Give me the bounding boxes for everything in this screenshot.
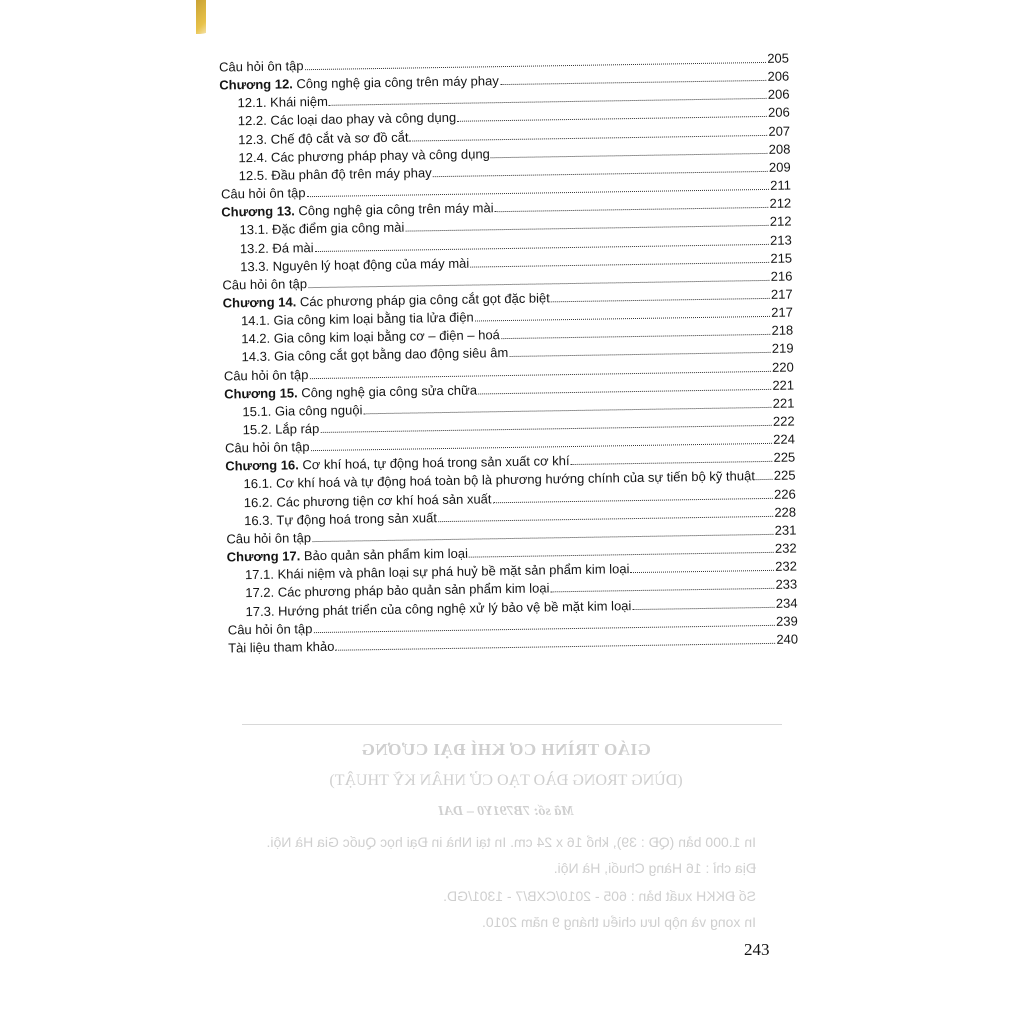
toc-page-number: 228 bbox=[774, 504, 797, 520]
toc-page-number: 213 bbox=[769, 232, 792, 248]
toc-page-number: 212 bbox=[769, 195, 792, 212]
toc-chapter-number: Chương 16. bbox=[225, 457, 299, 474]
toc-chapter-number: Chương 14. bbox=[222, 294, 297, 311]
toc-page-number: 218 bbox=[771, 322, 794, 339]
toc-entry-title: Bảo quản sản phẩm kim loại bbox=[300, 545, 469, 564]
toc-entry-title: Câu hỏi ôn tập bbox=[222, 275, 308, 293]
toc-entry-title: 14.1. Gia công kim loại bằng tia lửa điện bbox=[240, 309, 474, 329]
toc-page-number: 215 bbox=[770, 250, 793, 266]
toc-entry-title: Tài liệu tham khảo bbox=[228, 638, 335, 656]
colophon-subtitle: (DÙNG TRONG ĐÀO TẠO CỬ NHÂN KỸ THUẬT) bbox=[329, 772, 683, 789]
toc-entry-title: 13.3. Nguyên lý hoạt động của máy mài bbox=[240, 255, 470, 274]
toc-entry-title: Câu hỏi ôn tập bbox=[220, 185, 306, 202]
toc-entry-title: 12.1. Khái niệm bbox=[237, 94, 329, 111]
toc-page-number: 206 bbox=[767, 68, 790, 85]
colophon-line: In xong và nộp lưu chiểu tháng 9 năm 2010. bbox=[481, 914, 756, 930]
table-of-contents bbox=[206, 0, 817, 685]
toc-page-number: 234 bbox=[775, 594, 798, 611]
toc-entry-title: 17.2. Các phương pháp bảo quản sản phẩm kim loại bbox=[245, 580, 550, 601]
toc-entry-title: Câu hỏi ôn tập bbox=[224, 439, 310, 456]
toc-entry-title: 17.1. Khái niệm và phân loại sự phá huỷ bề mặt sản phẩm kim loại bbox=[244, 561, 630, 583]
toc-entry-title: Câu hỏi ôn tập bbox=[226, 530, 312, 547]
toc-entry-title: Câu hỏi ôn tập bbox=[218, 58, 304, 75]
toc-entry-title: 12.5. Đầu phân độ trên máy phay bbox=[238, 165, 432, 184]
toc-page-number: 231 bbox=[774, 522, 797, 538]
toc-entry-title: 13.2. Đá mài bbox=[239, 239, 314, 256]
toc-entry-title: Câu hỏi ôn tập bbox=[223, 366, 309, 384]
toc-page-number: 209 bbox=[768, 159, 791, 175]
toc-entry-label bbox=[228, 639, 334, 656]
toc-page-number: 211 bbox=[770, 177, 792, 193]
toc-page-number: 225 bbox=[773, 449, 796, 466]
toc-entry-title: 12.4. Các phương pháp phay và công dụng bbox=[238, 146, 490, 165]
toc-page-number: 222 bbox=[772, 413, 795, 429]
toc-page-number: 221 bbox=[772, 395, 795, 411]
toc-entry-title: 16.2. Các phương tiện cơ khí hoá sản xuất bbox=[243, 490, 492, 510]
toc-page-number: 224 bbox=[773, 431, 796, 447]
toc-entry-title: 16.3. Tự động hoá trong sản xuất bbox=[244, 509, 438, 528]
toc-entry-title: Câu hỏi ôn tập bbox=[227, 620, 313, 638]
toc-leader-dots bbox=[335, 643, 775, 651]
toc-entry-title: 12.2. Các loại dao phay và công dụng bbox=[237, 110, 457, 129]
colophon-code: Mã số: 7B791Y0 – DAI bbox=[438, 804, 574, 819]
colophon-line: In 1.000 bản (QĐ : 39), khổ 16 x 24 cm. In tại Nhà in Đại học Quốc Gia Hà Nội. bbox=[266, 834, 756, 850]
toc-chapter-number: Chương 15. bbox=[224, 385, 298, 402]
toc-entry-title: 15.1. Gia công nguội bbox=[242, 402, 363, 420]
colophon-title: GIÁO TRÌNH CƠ KHÍ ĐẠI CƯƠNG bbox=[361, 740, 651, 759]
toc-page-number: 239 bbox=[775, 613, 798, 629]
toc-page-number: 205 bbox=[767, 50, 790, 66]
colophon-divider bbox=[242, 724, 782, 725]
toc-entry-title: Công nghệ gia công sửa chữa bbox=[297, 382, 478, 401]
toc-entry-title: 15.2. Lắp ráp bbox=[242, 420, 320, 438]
toc-entry-title: Công nghệ gia công trên máy mài bbox=[294, 200, 494, 219]
toc-page-number: 225 bbox=[773, 467, 796, 484]
toc-chapter-number: Chương 12. bbox=[219, 76, 293, 93]
toc-page-number: 217 bbox=[770, 286, 793, 302]
toc-page-number: 219 bbox=[771, 340, 794, 357]
colophon-line: Địa chỉ : 16 Hàng Chuối, Hà Nội. bbox=[553, 860, 756, 876]
toc-page-number: 221 bbox=[772, 377, 795, 393]
toc-entry-title: Công nghệ gia công trên máy phay bbox=[292, 73, 499, 92]
toc-page-number: 207 bbox=[768, 123, 791, 139]
toc-page-number: 240 bbox=[776, 631, 799, 647]
toc-chapter-number: Chương 17. bbox=[226, 548, 301, 565]
toc-page-number: 212 bbox=[769, 213, 792, 230]
toc-entry-title: 12.3. Chế độ cắt và sơ đồ cắt bbox=[238, 129, 409, 147]
toc-page-number: 232 bbox=[775, 558, 798, 575]
toc-page-number: 220 bbox=[771, 359, 794, 375]
toc-page-number: 206 bbox=[767, 86, 790, 103]
toc-entry-title: 14.3. Gia công cắt gọt bằng dao động siêu âm bbox=[241, 345, 509, 365]
page-number: 243 bbox=[744, 940, 770, 959]
toc-page-number: 208 bbox=[768, 141, 791, 157]
book-page bbox=[206, 0, 806, 1024]
toc-entry-title: 14.2. Gia công kim loại bằng cơ – điện – hoá bbox=[241, 327, 500, 347]
toc-page-number: 217 bbox=[771, 304, 794, 320]
toc-page-number: 216 bbox=[770, 268, 793, 284]
toc-page-number: 232 bbox=[774, 540, 797, 556]
toc-entry-title: 16.1. Cơ khí hoá và tự động hoá toàn bộ là phương hướng chính của sự tiến bộ kỹ thuật bbox=[243, 468, 756, 492]
toc-chapter-number: Chương 13. bbox=[221, 203, 295, 220]
colophon-bleedthrough bbox=[226, 722, 786, 982]
toc-entry-title: 17.3. Hướng phát triển của công nghệ xử lý bảo vệ bề mặt kim loại bbox=[245, 597, 632, 619]
colophon-line: Số ĐKKH xuất bản : 605 - 2010/CXB/7 - 1301/GD. bbox=[443, 888, 756, 904]
toc-page-number: 233 bbox=[775, 576, 798, 593]
toc-entry-title: Cơ khí hoá, tự động hoá trong sản xuất cơ khí bbox=[298, 453, 570, 473]
toc-page-number: 206 bbox=[767, 104, 790, 121]
toc-entry-title: 13.1. Đặc điểm gia công mài bbox=[239, 219, 405, 238]
toc-leader-dots bbox=[756, 479, 773, 480]
toc-entry-title: Các phương pháp gia công cắt gọt đặc biệt bbox=[296, 290, 550, 310]
toc-page-number: 226 bbox=[773, 486, 796, 502]
